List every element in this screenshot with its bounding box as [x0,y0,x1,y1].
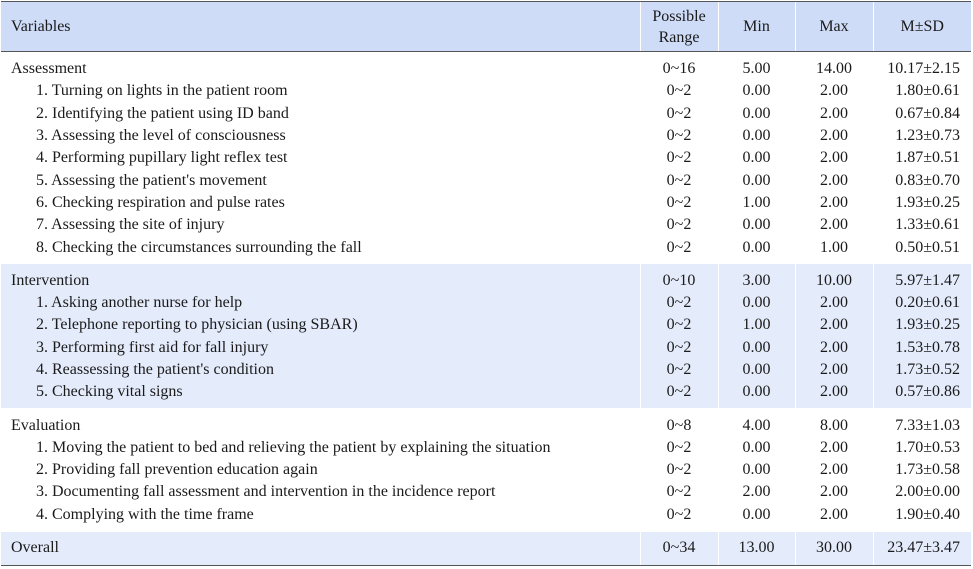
cell-min: 0.00 [718,437,795,459]
cell-msd: 1.93±0.25 [873,314,971,336]
cell-min: 0.00 [718,504,795,532]
cell-max: 2.00 [795,314,873,336]
section-header-row [1,264,971,292]
cell-min: 0.00 [718,169,795,191]
header-min: Min [718,2,795,52]
item-label: 1. Asking another nurse for help [36,294,243,312]
cell-max: 2.00 [795,504,873,532]
table-row [1,147,971,169]
section-evaluation [1,408,971,531]
cell-msd: 0.57±0.86 [873,381,971,408]
cell-range: 0~2 [640,481,718,503]
cell-min: 0.00 [718,147,795,169]
cell-range: 0~2 [640,292,718,314]
item-label: 8. Checking the circumstances surrounding the fall [36,238,362,256]
table-row [1,169,971,191]
cell-min: 0.00 [718,125,795,147]
cell-max: 2.00 [795,192,873,214]
cell-range: 0~2 [640,103,718,125]
table-row [1,314,971,336]
cell-range: 0~8 [640,408,718,436]
table-row [1,481,971,503]
cell-max: 2.00 [795,359,873,381]
header-possible-range [640,2,718,52]
cell-range: 0~2 [640,359,718,381]
cell-min: 2.00 [718,481,795,503]
table-row [1,504,971,532]
cell-msd: 1.93±0.25 [873,192,971,214]
cell-msd: 1.23±0.73 [873,125,971,147]
cell-min: 4.00 [718,408,795,436]
cell-msd: 0.83±0.70 [873,169,971,191]
item-label: 7. Assessing the site of injury [36,216,225,234]
cell-max: 2.00 [795,147,873,169]
cell-msd: 1.33±0.61 [873,214,971,236]
section-header-row [1,408,971,436]
cell-range: 0~2 [640,337,718,359]
header-possible-range-line1: Possible [652,7,706,25]
section-title: Evaluation [11,416,81,434]
header-row [1,2,971,52]
cell-max: 10.00 [795,264,873,292]
cell-range: 0~2 [640,125,718,147]
cell-msd: 1.53±0.78 [873,337,971,359]
cell-min: 0.00 [718,459,795,481]
item-label: 4. Performing pupillary light reflex test [36,149,288,167]
cell-msd: 2.00±0.00 [873,481,971,503]
cell-msd: 5.97±1.47 [873,264,971,292]
cell-max: 2.00 [795,214,873,236]
cell-max: 8.00 [795,408,873,436]
cell-min: 1.00 [718,314,795,336]
table-row [1,192,971,214]
table-row [1,437,971,459]
cell-range: 0~2 [640,169,718,191]
cell-msd: 10.17±2.15 [873,52,971,81]
cell-min: 0.00 [718,103,795,125]
results-table-container [1,1,972,567]
table-row [1,80,971,102]
table-header [1,2,971,52]
item-label: 3. Performing first aid for fall injury [36,338,269,356]
cell-min: 0.00 [718,214,795,236]
cell-range: 0~34 [640,531,718,565]
item-label: 5. Checking vital signs [36,383,183,401]
cell-min: 0.00 [718,80,795,102]
cell-max: 2.00 [795,292,873,314]
item-label: 1. Turning on lights in the patient room [36,82,288,100]
item-label: 5. Assessing the patient's movement [36,171,267,189]
cell-max: 2.00 [795,437,873,459]
section-overall [1,531,971,565]
cell-range: 0~2 [640,437,718,459]
cell-range: 0~2 [640,147,718,169]
cell-max: 1.00 [795,236,873,263]
cell-range: 0~2 [640,192,718,214]
table-row [1,236,971,263]
cell-min: 1.00 [718,192,795,214]
cell-msd: 1.73±0.52 [873,359,971,381]
table-row [1,103,971,125]
cell-min: 0.00 [718,292,795,314]
cell-range: 0~2 [640,214,718,236]
cell-max: 2.00 [795,481,873,503]
cell-msd: 0.67±0.84 [873,103,971,125]
cell-min: 0.00 [718,381,795,408]
table-row [1,337,971,359]
cell-max: 2.00 [795,125,873,147]
cell-range: 0~2 [640,236,718,263]
cell-range: 0~2 [640,314,718,336]
item-label: 1. Moving the patient to bed and relieving the patient by explaining the situation [36,438,551,456]
cell-min: 3.00 [718,264,795,292]
item-label: 2. Telephone reporting to physician (using SBAR) [36,316,358,334]
cell-range: 0~2 [640,459,718,481]
results-table [1,1,971,566]
cell-msd: 23.47±3.47 [873,531,971,565]
table-row [1,381,971,408]
cell-msd: 1.73±0.58 [873,459,971,481]
cell-msd: 1.70±0.53 [873,437,971,459]
header-variables: Variables [1,2,640,52]
cell-msd: 1.80±0.61 [873,80,971,102]
item-label: 3. Documenting fall assessment and intervention in the incidence report [36,483,496,501]
section-title: Assessment [11,60,87,78]
table-row [1,359,971,381]
cell-min: 13.00 [718,531,795,565]
item-label: 2. Providing fall prevention education again [36,461,318,479]
item-label: 6. Checking respiration and pulse rates [36,193,285,211]
cell-max: 2.00 [795,459,873,481]
cell-msd: 1.87±0.51 [873,147,971,169]
cell-msd: 0.20±0.61 [873,292,971,314]
cell-max: 2.00 [795,80,873,102]
table-row [1,292,971,314]
cell-msd: 7.33±1.03 [873,408,971,436]
header-max: Max [795,2,873,52]
item-label: 2. Identifying the patient using ID band [36,104,289,122]
cell-max: 2.00 [795,381,873,408]
section-assessment [1,52,971,264]
cell-max: 2.00 [795,103,873,125]
section-header-row [1,52,971,81]
section-intervention [1,264,971,409]
cell-min: 5.00 [718,52,795,81]
table-row [1,459,971,481]
cell-msd: 0.50±0.51 [873,236,971,263]
cell-min: 0.00 [718,236,795,263]
cell-min: 0.00 [718,337,795,359]
cell-range: 0~16 [640,52,718,81]
overall-label: Overall [1,531,640,565]
table-row [1,214,971,236]
cell-max: 2.00 [795,337,873,359]
cell-range: 0~2 [640,504,718,532]
section-title: Intervention [11,271,90,289]
item-label: 4. Complying with the time frame [36,505,254,523]
cell-min: 0.00 [718,359,795,381]
table-row [1,125,971,147]
cell-range: 0~2 [640,381,718,408]
item-label: 3. Assessing the level of consciousness [36,127,286,145]
overall-row [1,531,971,565]
cell-range: 0~2 [640,80,718,102]
cell-msd: 1.90±0.40 [873,504,971,532]
header-possible-range-line2: Range [658,28,700,46]
cell-max: 30.00 [795,531,873,565]
item-label: 4. Reassessing the patient's condition [36,361,274,378]
cell-range: 0~10 [640,264,718,292]
cell-max: 14.00 [795,52,873,81]
header-msd: M±SD [873,2,971,52]
cell-max: 2.00 [795,169,873,191]
